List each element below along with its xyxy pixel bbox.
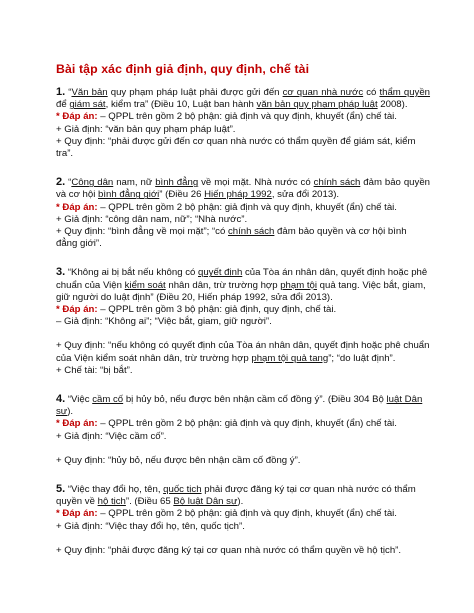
exercise-2-quy-dinh: + Quy định: “bình đẳng về mọi mặt”; “có chính sách đảm bảo quyền và cơ hội bình đẳng giới”. [56,226,407,250]
exercise-number: 3. [56,266,66,279]
exercise-2-question: 2. “Công dân nam, nữ bình đẳng về mọi mặt. Nhà nước có chính sách đảm bảo quyền và cơ hội bình đẳng giới” (Điều 26 Hiến pháp 1992, sửa đổi 2013). [56,176,430,201]
exercise-4-quy-dinh: + Quy định: “hủy bỏ, nếu được bên nhận cầm cố đồng ý”. [56,454,301,466]
exercise-1-question: 1. “Văn bản quy phạm pháp luật phải được gửi đến cơ quan nhà nước có thẩm quyền để giám sát, kiểm tra” (Điều 10, Luật ban hành văn bản quy phạm pháp luật 2008). [56,86,431,111]
exercise-3-che-tai: + Chế tài: “bị bắt”. [56,364,133,376]
exercise-number: 4. [56,393,66,406]
exercise-number: 2. [56,176,66,189]
exercise-2-gia-dinh: + Giả định: “công dân nam, nữ”; “Nhà nước”. [56,213,248,225]
exercise-number: 1. [56,86,66,98]
exercise-5 [56,483,430,557]
exercise-1-gia-dinh: + Giả định: “văn bản quy phạm pháp luật”. [56,123,236,135]
answer-label: * Đáp án: [56,418,98,430]
exercise-5-gia-dinh: + Giả định: “Việc thay đổi họ, tên, quốc tịch”. [56,520,245,532]
exercise-number: 5. [56,483,66,496]
exercise-4-answer: * Đáp án: – QPPL trên gồm 2 bộ phận: giả định và quy định, khuyết (ẩn) chế tài. [56,418,397,430]
answer-label: * Đáp án: [56,111,98,123]
exercise-4-gia-dinh: + Giả định: “Việc cầm cố”. [56,430,167,442]
exercise-3-question: 3. “Không ai bị bắt nếu không có quyết định của Tòa án nhân dân, quyết định hoặc phê chuẩn của Viện kiểm soát nhân dân, trừ trường hợp phạm tội quả tang. Việc bắt, giam, giữ người do luật định” (Điều 20, Hiến pháp 1992, sửa đổi 2013). [56,266,428,303]
exercise-1-quy-dinh: + Quy định: “phải được gửi đến cơ quan nhà nước có thẩm quyền để giám sát, kiểm tra”. [56,135,416,160]
exercise-3 [56,266,430,377]
exercise-5-answer: * Đáp án: – QPPL trên gồm 2 bộ phận: giả định và quy định, khuyết (ẩn) chế tài. [56,508,397,520]
exercise-3-quy-dinh: + Quy định: “nếu không có quyết định của Tòa án nhân dân, quyết định hoặc phê chuẩn của Viện kiểm soát nhân dân, trừ trường hợp phạm tội quả tang”; “do luật định”. [56,340,430,364]
exercise-4-question: 4. “Việc cầm cố bị hủy bỏ, nếu được bên nhận cầm cố đồng ý”. (Điều 304 Bộ luật Dân sự). [56,393,423,418]
exercise-4 [56,393,430,467]
spacer [56,328,430,340]
exercise-5-quy-dinh: + Quy định: “phải được đăng ký tại cơ quan nhà nước có thẩm quyền về hộ tịch”. [56,544,402,556]
answer-label: * Đáp án: [56,304,98,316]
exercise-1 [56,86,430,160]
answer-label: * Đáp án: [56,508,98,520]
exercise-3-gia-dinh: – Giả định: “Không ai”; “Việc bắt, giam, giữ người”. [56,316,272,328]
exercise-2-answer: * Đáp án: – QPPL trên gồm 2 bộ phận: giả định và quy định, khuyết (ẩn) chế tài. [56,201,397,213]
spacer [56,533,430,545]
exercise-5-question: 5. “Việc thay đổi họ, tên, quốc tịch phải được đăng ký tại cơ quan nhà nước có thẩm quyền về hộ tịch”. (Điều 65 Bộ luật Dân sự). [56,483,416,508]
exercise-1-answer: * Đáp án: – QPPL trên gồm 2 bộ phận: giả định và quy định, khuyết (ẩn) chế tài. [56,111,397,123]
exercise-3-answer: * Đáp án: – QPPL trên gồm 3 bộ phận: giả định, quy định, chế tài. [56,304,337,316]
exercise-2 [56,176,430,250]
answer-label: * Đáp án: [56,201,98,213]
document-title: Bài tập xác định giả định, quy định, chế tài [56,62,310,76]
spacer [56,443,430,455]
